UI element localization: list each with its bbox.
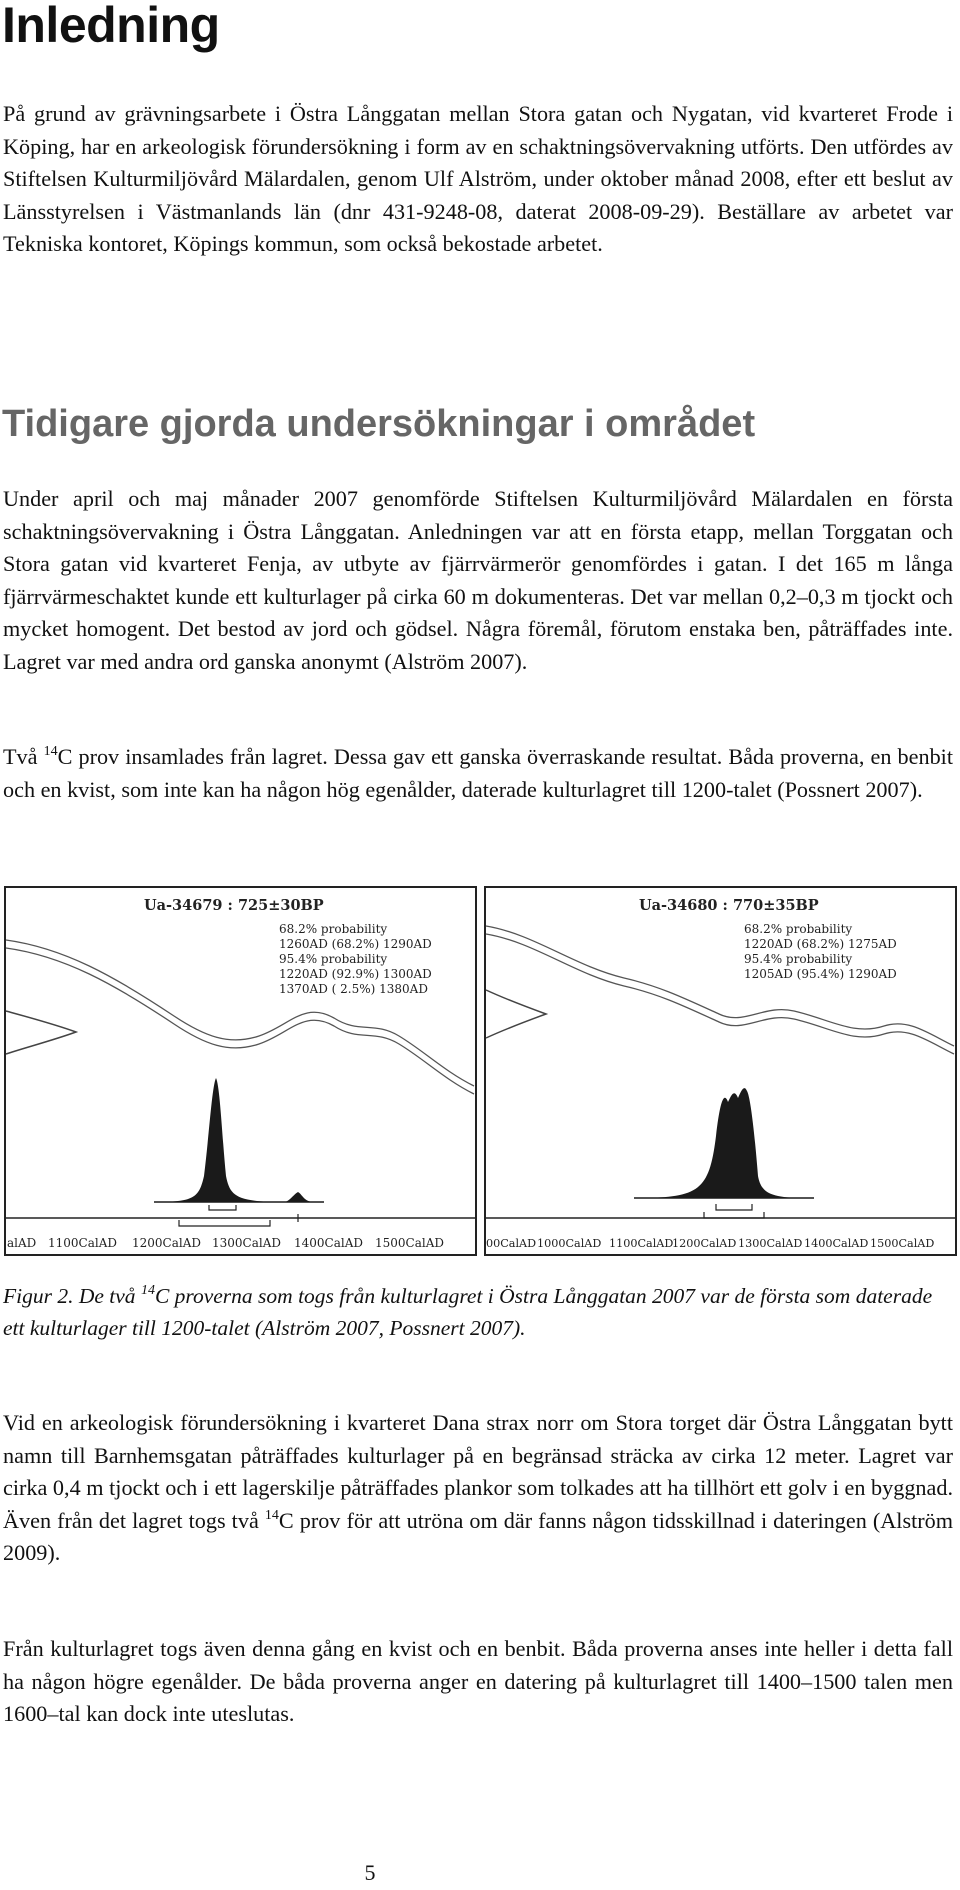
- axis-tick-label: 1200CalAD: [672, 1237, 737, 1250]
- figure-caption: [3, 1280, 953, 1344]
- radiocarbon-plot-1: [4, 886, 477, 1256]
- prob-line: 1260AD (68.2%) 1290AD: [279, 937, 432, 951]
- axis-tick-label: 00CalAD: [486, 1237, 537, 1250]
- caption-text-a: Figur 2. De två: [3, 1284, 141, 1308]
- sample-label-2: Ua-34680 : 770±35BP: [639, 897, 819, 914]
- axis-tick-label: 1500CalAD: [870, 1237, 935, 1250]
- prob-line: 95.4% probability: [744, 952, 853, 966]
- sample-label-1: Ua-34679 : 725±30BP: [144, 897, 324, 914]
- prob-line: 1370AD ( 2.5%) 1380AD: [279, 982, 428, 996]
- radiocarbon-plot-2-graphic: [484, 886, 957, 1256]
- axis-tick-label: 1300CalAD: [212, 1236, 281, 1250]
- para2-text-a: Två: [3, 744, 44, 769]
- axis-tick-label: 1100CalAD: [48, 1236, 117, 1250]
- radiocarbon-plot-2: [484, 886, 957, 1256]
- prob-line: 1205AD (95.4%) 1290AD: [744, 967, 897, 981]
- radiocarbon-plot-1-graphic: [4, 886, 477, 1256]
- prob-line: 1220AD (92.9%) 1300AD: [279, 967, 432, 981]
- para3-text-a: Vid en arkeologisk förundersökning i kvarteret Dana strax norr om Stora torget där Östra Långgatan bytt namn till Barnhemsgatan påträffades kulturlager på en begränsad sträcka av cirka 12 meter. Lagret var cirka 0,4 m tjockt och i ett lagerskilje påträffades plankor som tolkades att ha tillhört ett golv i en byggnad. Även från det lagret togs två: [3, 1410, 953, 1533]
- page-title: Inledning: [2, 0, 220, 53]
- intro-paragraph: På grund av grävningsarbete i Östra Långgatan mellan Stora gatan och Nygatan, vid kvarteret Frode i Köping, har en arkeologisk förundersökning i form av en schaktningsövervakning utförts. Den utfördes av Stiftelsen Kulturmiljövård Mälardalen, genom Ulf Alström, under oktober månad 2008, efter ett beslut av Länsstyrelsen i Västmanlands län (dnr 431-9248-08, daterat 2008-09-29). Beställare av arbetet var Tekniska kontoret, Köpings kommun, som också bekostade arbetet.: [3, 101, 953, 256]
- prob-line: 95.4% probability: [279, 952, 388, 966]
- prob-line: 68.2% probability: [279, 922, 388, 936]
- isotope-superscript: 14: [264, 1507, 279, 1523]
- axis-tick-label: 1100CalAD: [609, 1237, 674, 1250]
- isotope-superscript: 14: [140, 1283, 155, 1298]
- para3-text-b: C prov för att utröna om där fanns någon tidsskillnad i dateringen (Alström 2009).: [3, 1507, 953, 1565]
- prob-line: 68.2% probability: [744, 922, 853, 936]
- paragraph-previous-survey: Under april och maj månader 2007 genomförde Stiftelsen Kulturmiljövård Mälardalen en första schaktningsövervakning i Östra Långgatan. Anledningen var att en första etapp, mellan Torggatan och Stora gatan vid kvarteret Fenja, av utbyte av fjärrvärmerör genomfördes i gatan. I det 165 m långa fjärrvärmeschaktet kunde ett kulturlager på cirka 60 m dokumenteras. Det var mellan 0,2–0,3 m tjockt och mycket homogent. Det bestod av jord och gödsel. Några föremål, förutom enstaka ben, påträffades inte. Lagret var med andra ord ganska anonymt (Alström 2007).: [3, 486, 953, 674]
- axis-tick-label: 1400CalAD: [804, 1237, 869, 1250]
- axis-tick-label: 1300CalAD: [738, 1237, 803, 1250]
- paragraph-c14-samples: [3, 741, 953, 806]
- page-number: 5: [364, 1860, 376, 1885]
- axis-tick-label: 1000CalAD: [537, 1237, 602, 1250]
- isotope-superscript: 14: [43, 744, 58, 759]
- paragraph-dana-survey: [3, 1407, 953, 1570]
- para2-text-b: C prov insamlades från lagret. Dessa gav ett ganska överraskande resultat. Båda proverna, en benbit och en kvist, som inte kan ha någon hög egenålder, daterade kulturlagret till 1200-talet (Possnert 2007).: [3, 744, 953, 802]
- prob-line: 1220AD (68.2%) 1275AD: [744, 937, 897, 951]
- paragraph-dating-result: Från kulturlagret togs även denna gång en kvist och en benbit. Båda proverna anses inte heller i detta fall ha någon högre egenålder. De båda proverna anger en datering på kulturlagret till 1400–1500 talen men 1600–tal kan dock inte uteslutas.: [3, 1636, 953, 1726]
- axis-tick-label: 1400CalAD: [294, 1236, 363, 1250]
- caption-text-b: C proverna som togs från kulturlagret i Östra Långgatan 2007 var de första som daterade ett kulturlager till 1200-talet (Alström 2007, Possnert 2007).: [3, 1284, 933, 1340]
- axis-tick-label: 1500CalAD: [375, 1236, 444, 1250]
- section-heading: Tidigare gjorda undersökningar i området: [2, 403, 756, 445]
- axis-tick-label: alAD: [7, 1236, 37, 1250]
- axis-tick-label: 1200CalAD: [132, 1236, 201, 1250]
